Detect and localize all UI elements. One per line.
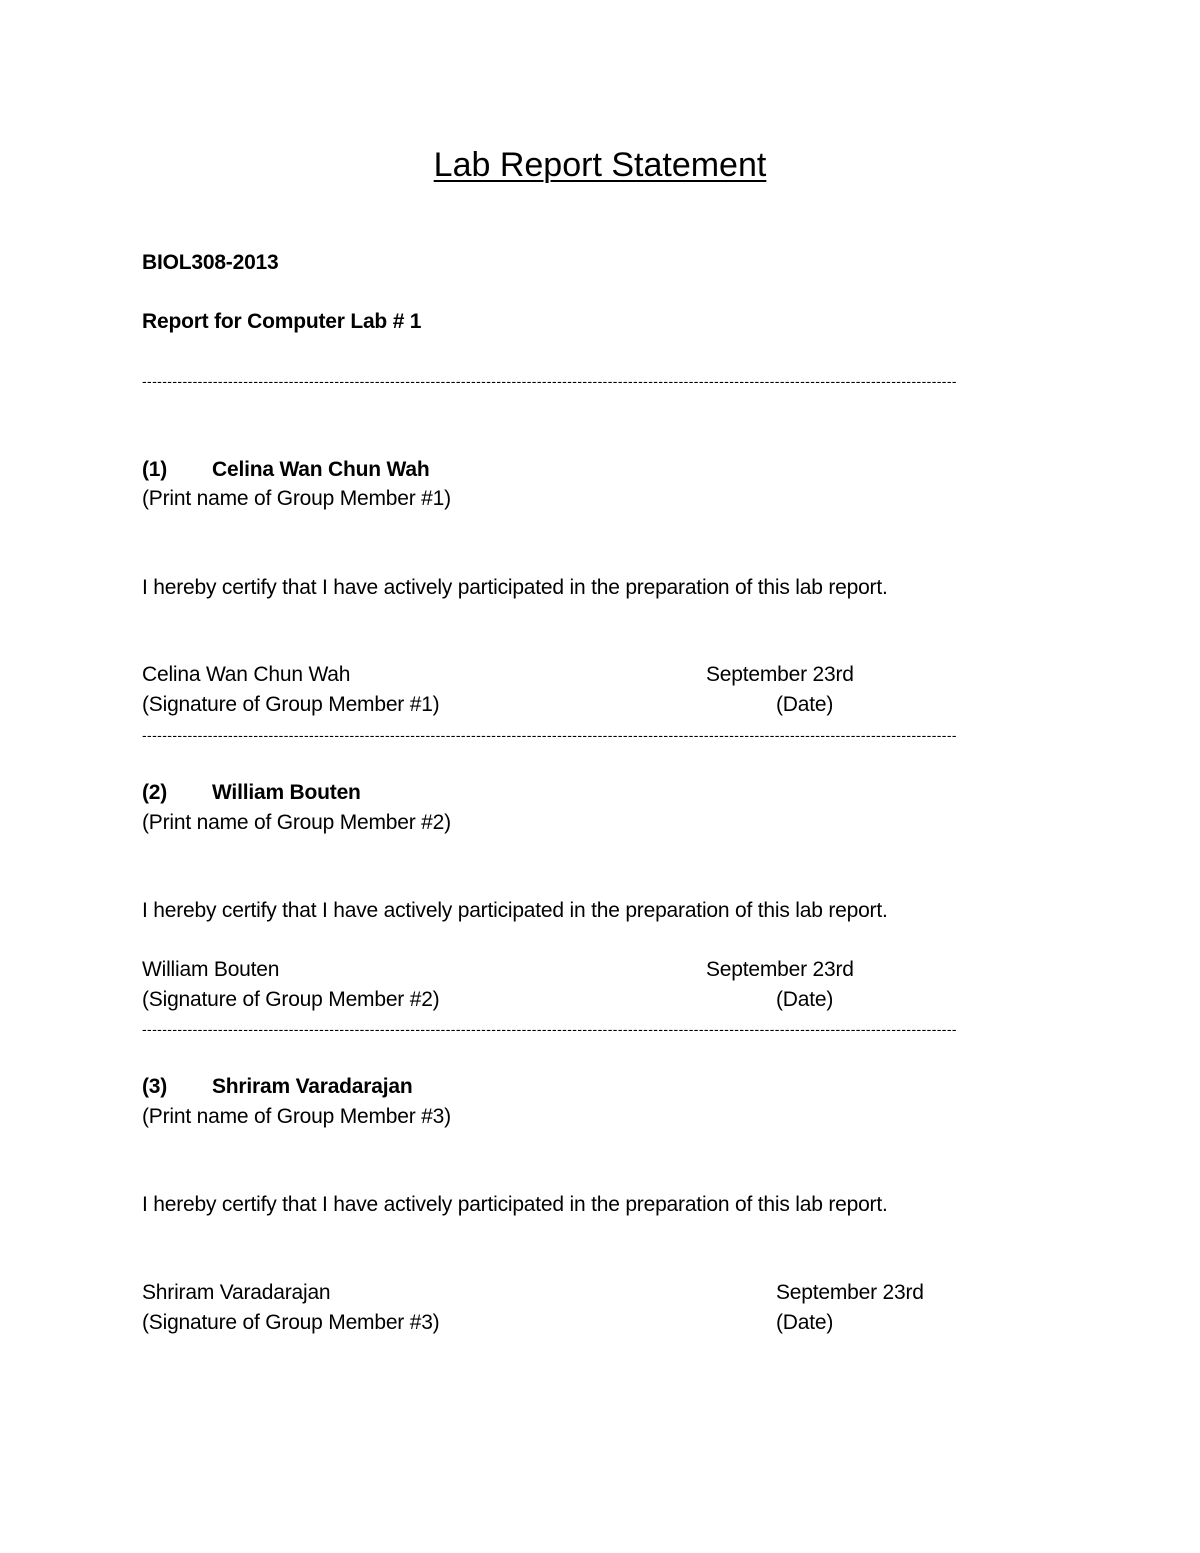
signature-value: William Bouten <box>142 958 280 981</box>
report-heading: Report for Computer Lab # 1 <box>142 310 422 333</box>
date-label: (Date) <box>776 1311 834 1334</box>
print-name-label: (Print name of Group Member #2) <box>142 811 451 834</box>
course-code: BIOL308-2013 <box>142 251 279 274</box>
member-number: (1) <box>142 458 168 481</box>
separator-line: ----------------------------------------------------------------------------------------------------------------------------------------------------------------- <box>142 1021 957 1037</box>
print-name-label: (Print name of Group Member #3) <box>142 1105 451 1128</box>
signature-label: (Signature of Group Member #1) <box>142 693 440 716</box>
date-value: September 23rd <box>776 1281 924 1304</box>
separator-line: ----------------------------------------------------------------------------------------------------------------------------------------------------------------- <box>142 373 957 389</box>
document-title: Lab Report Statement <box>433 146 767 184</box>
member-name: William Bouten <box>212 781 361 804</box>
certify-statement: I hereby certify that I have actively participated in the preparation of this lab report. <box>142 899 888 922</box>
date-label: (Date) <box>776 988 834 1011</box>
member-number: (3) <box>142 1075 168 1098</box>
member-name: Shriram Varadarajan <box>212 1075 413 1098</box>
certify-statement: I hereby certify that I have actively participated in the preparation of this lab report. <box>142 1193 888 1216</box>
member-name: Celina Wan Chun Wah <box>212 458 430 481</box>
date-value: September 23rd <box>706 958 854 981</box>
date-label: (Date) <box>776 693 834 716</box>
separator-line: ----------------------------------------------------------------------------------------------------------------------------------------------------------------- <box>142 727 957 743</box>
signature-label: (Signature of Group Member #2) <box>142 988 440 1011</box>
signature-value: Shriram Varadarajan <box>142 1281 331 1304</box>
certify-statement: I hereby certify that I have actively participated in the preparation of this lab report. <box>142 576 888 599</box>
signature-label: (Signature of Group Member #3) <box>142 1311 440 1334</box>
member-number: (2) <box>142 781 168 804</box>
signature-value: Celina Wan Chun Wah <box>142 663 351 686</box>
date-value: September 23rd <box>706 663 854 686</box>
print-name-label: (Print name of Group Member #1) <box>142 487 451 510</box>
